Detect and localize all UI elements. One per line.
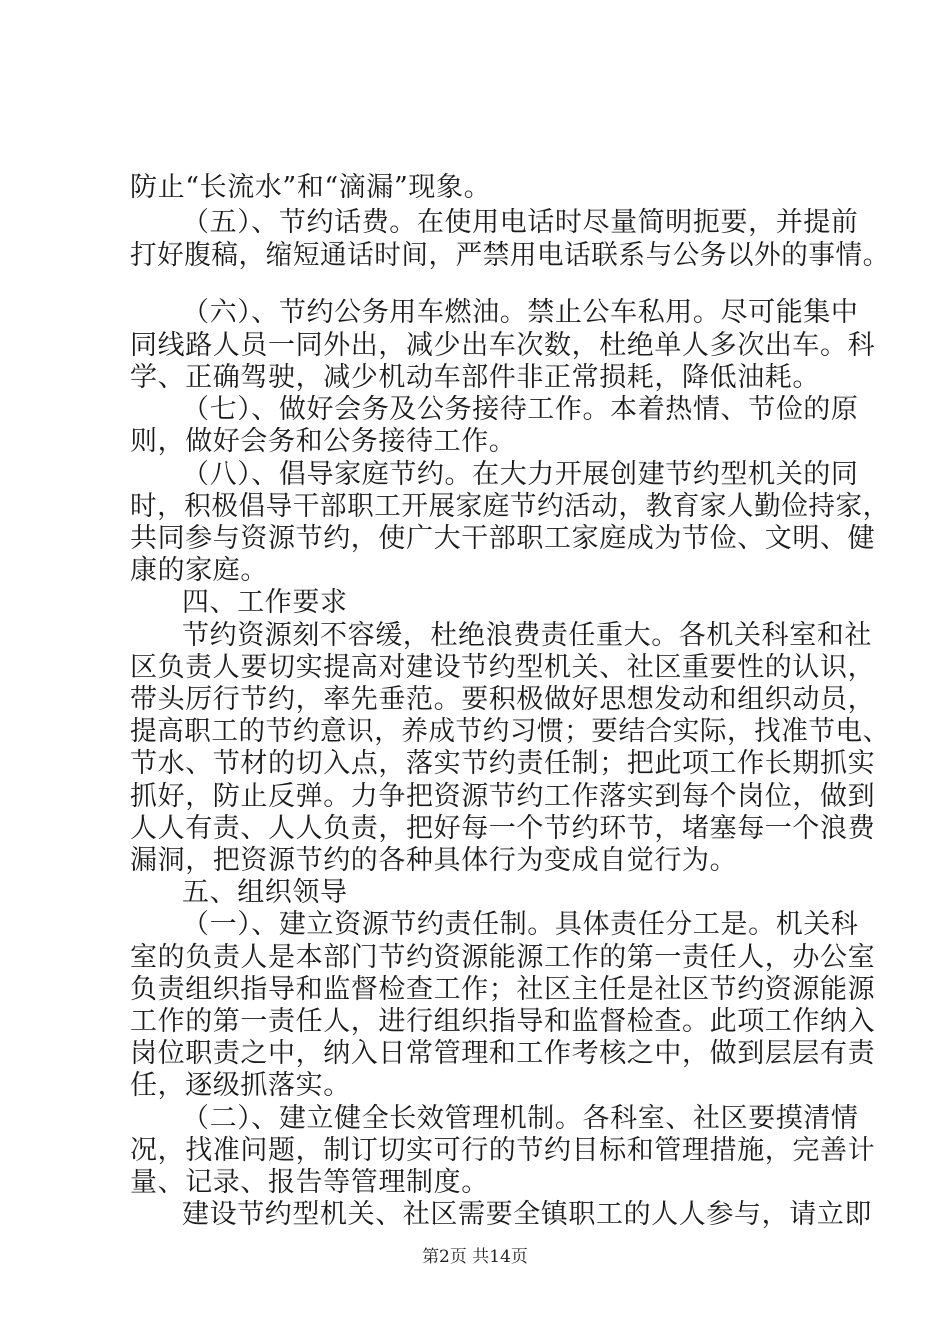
text-line: （一）、建立资源节约责任制。具体责任分工是。机关科 <box>182 909 859 940</box>
text-line: 量、记录、报告等管理制度。 <box>130 1167 489 1198</box>
text-line: 时，积极倡导干部职工开展家庭节约活动，教育家人勤俭持家， <box>130 491 890 522</box>
text-line: 况，找准问题，制订切实可行的节约目标和管理措施，完善计 <box>130 1135 876 1166</box>
text-line: （八）、倡导家庭节约。在大力开展创建节约型机关的同 <box>182 459 859 490</box>
text-line: （七）、做好会务及公务接待工作。本着热情、节俭的原 <box>182 394 859 425</box>
text-line: 提高职工的节约意识，养成节约习惯；要结合实际，找准节电、 <box>130 716 890 747</box>
text-line: 工作的第一责任人，进行组织指导和监督检查。此项工作纳入 <box>130 1006 876 1037</box>
text-line: 漏洞，把资源节约的各种具体行为变成自觉行为。 <box>130 845 738 876</box>
text-line: 区负责人要切实提高对建设节约型机关、社区重要性的认识， <box>130 652 876 683</box>
text-line: （五）、节约话费。在使用电话时尽量简明扼要，并提前 <box>182 207 859 238</box>
text-line: 共同参与资源节约，使广大干部职工家庭成为节俭、文明、健 <box>130 523 876 554</box>
text-line: 康的家庭。 <box>130 555 268 586</box>
text-line: 同线路人员一同外出，减少出车次数，杜绝单人多次出车。科 <box>130 330 876 361</box>
text-line: 学、正确驾驶，减少机动车部件非正常损耗，降低油耗。 <box>130 362 820 393</box>
text-line: 节水、节材的切入点，落实节约责任制；把此项工作长期抓实 <box>130 748 876 779</box>
text-line: 人人有责、人人负责，把好每一个节约环节，堵塞每一个浪费 <box>130 813 876 844</box>
text-line: 带头厉行节约，率先垂范。要积极做好思想发动和组织动员， <box>130 684 876 715</box>
text-line: （六）、节约公务用车燃油。禁止公车私用。尽可能集中 <box>182 297 859 328</box>
text-line: 抓好，防止反弹。力争把资源节约工作落实到每个岗位，做到 <box>130 781 876 812</box>
text-line: 负责组织指导和监督检查工作；社区主任是社区节约资源能源 <box>130 974 876 1005</box>
text-line: 则，做好会务和公务接待工作。 <box>130 426 517 457</box>
text-line: 建设节约型机关、社区需要全镇职工的人人参与，请立即 <box>182 1199 872 1230</box>
page-number-footer: 第2页 共14页 <box>422 1247 528 1267</box>
text-line: 岗位职责之中，纳入日常管理和工作考核之中，做到层层有责 <box>130 1038 876 1069</box>
section-heading: 五、组织领导 <box>182 877 348 908</box>
text-line: 防止“长流水”和“滴漏”现象。 <box>130 172 492 203</box>
text-line: 任，逐级抓落实。 <box>130 1070 351 1101</box>
text-line: 节约资源刻不容缓，杜绝浪费责任重大。各机关科室和社 <box>182 620 872 651</box>
section-heading: 四、工作要求 <box>182 587 348 618</box>
text-line: （二）、建立健全长效管理机制。各科室、社区要摸清情 <box>182 1103 859 1134</box>
text-line: 打好腹稿，缩短通话时间，严禁用电话联系与公务以外的事情。 <box>130 240 890 271</box>
text-line: 室的负责人是本部门节约资源能源工作的第一责任人，办公室 <box>130 942 876 973</box>
